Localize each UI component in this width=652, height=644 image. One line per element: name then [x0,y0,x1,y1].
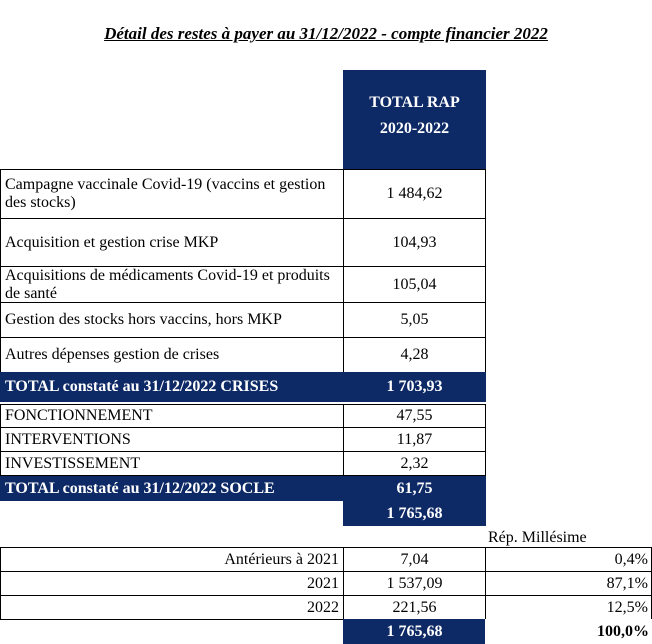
millesime-label-2022: 2022 [0,595,344,620]
millesime-value-anterieurs: 7,04 [343,547,486,572]
page-title: Détail des restes à payer au 31/12/2022 - compte financier 2022 [104,24,548,43]
row-value-stocks: 5,05 [343,302,486,338]
header-line2: 2020-2022 [379,119,450,137]
millesime-pct-2021: 87,1% [485,571,652,596]
socle-label-investissement: INVESTISSEMENT [0,451,344,476]
row-label-autres: Autres dépenses gestion de crises [0,337,344,373]
total-crises-value: 1 703,93 [343,372,486,402]
row-label-stocks: Gestion des stocks hors vaccins, hors MKP [0,302,344,338]
socle-label-interventions: INTERVENTIONS [0,427,344,452]
total-crises-label: TOTAL constaté au 31/12/2022 CRISES [0,372,344,402]
socle-value-interventions: 11,87 [343,427,486,452]
millesime-pct-anterieurs: 0,4% [485,547,652,572]
row-label-campagne: Campagne vaccinale Covid-19 (vaccins et gestion des stocks) [0,169,344,219]
row-label-medicaments: Acquisitions de médicaments Covid-19 et produits de santé [0,266,344,303]
total-socle-label: TOTAL constaté au 31/12/2022 SOCLE [0,476,344,501]
millesime-label-2021: 2021 [0,571,344,596]
millesime-value-2022: 221,56 [343,595,486,620]
socle-value-fonctionnement: 47,55 [343,404,486,428]
row-value-autres: 4,28 [343,337,486,373]
millesime-value-2021: 1 537,09 [343,571,486,596]
millesime-pct-2022: 12,5% [485,595,652,620]
millesime-label-anterieurs: Antérieurs à 2021 [0,547,344,572]
row-value-mkp: 104,93 [343,218,486,267]
millesime-total-value: 1 765,68 [343,619,486,644]
row-value-medicaments: 105,04 [343,266,486,303]
millesime-header: Rép. Millésime [488,529,587,546]
total-rap-header [343,70,486,169]
row-value-campagne: 1 484,62 [343,169,486,219]
row-label-mkp: Acquisition et gestion crise MKP [0,218,344,267]
total-socle-value: 61,75 [343,476,486,501]
socle-label-fonctionnement: FONCTIONNEMENT [0,404,344,428]
header-line1: TOTAL RAP [369,93,460,111]
socle-value-investissement: 2,32 [343,451,486,476]
grand-total-value: 1 765,68 [343,501,486,526]
millesime-total-pct: 100,0% [485,619,652,644]
